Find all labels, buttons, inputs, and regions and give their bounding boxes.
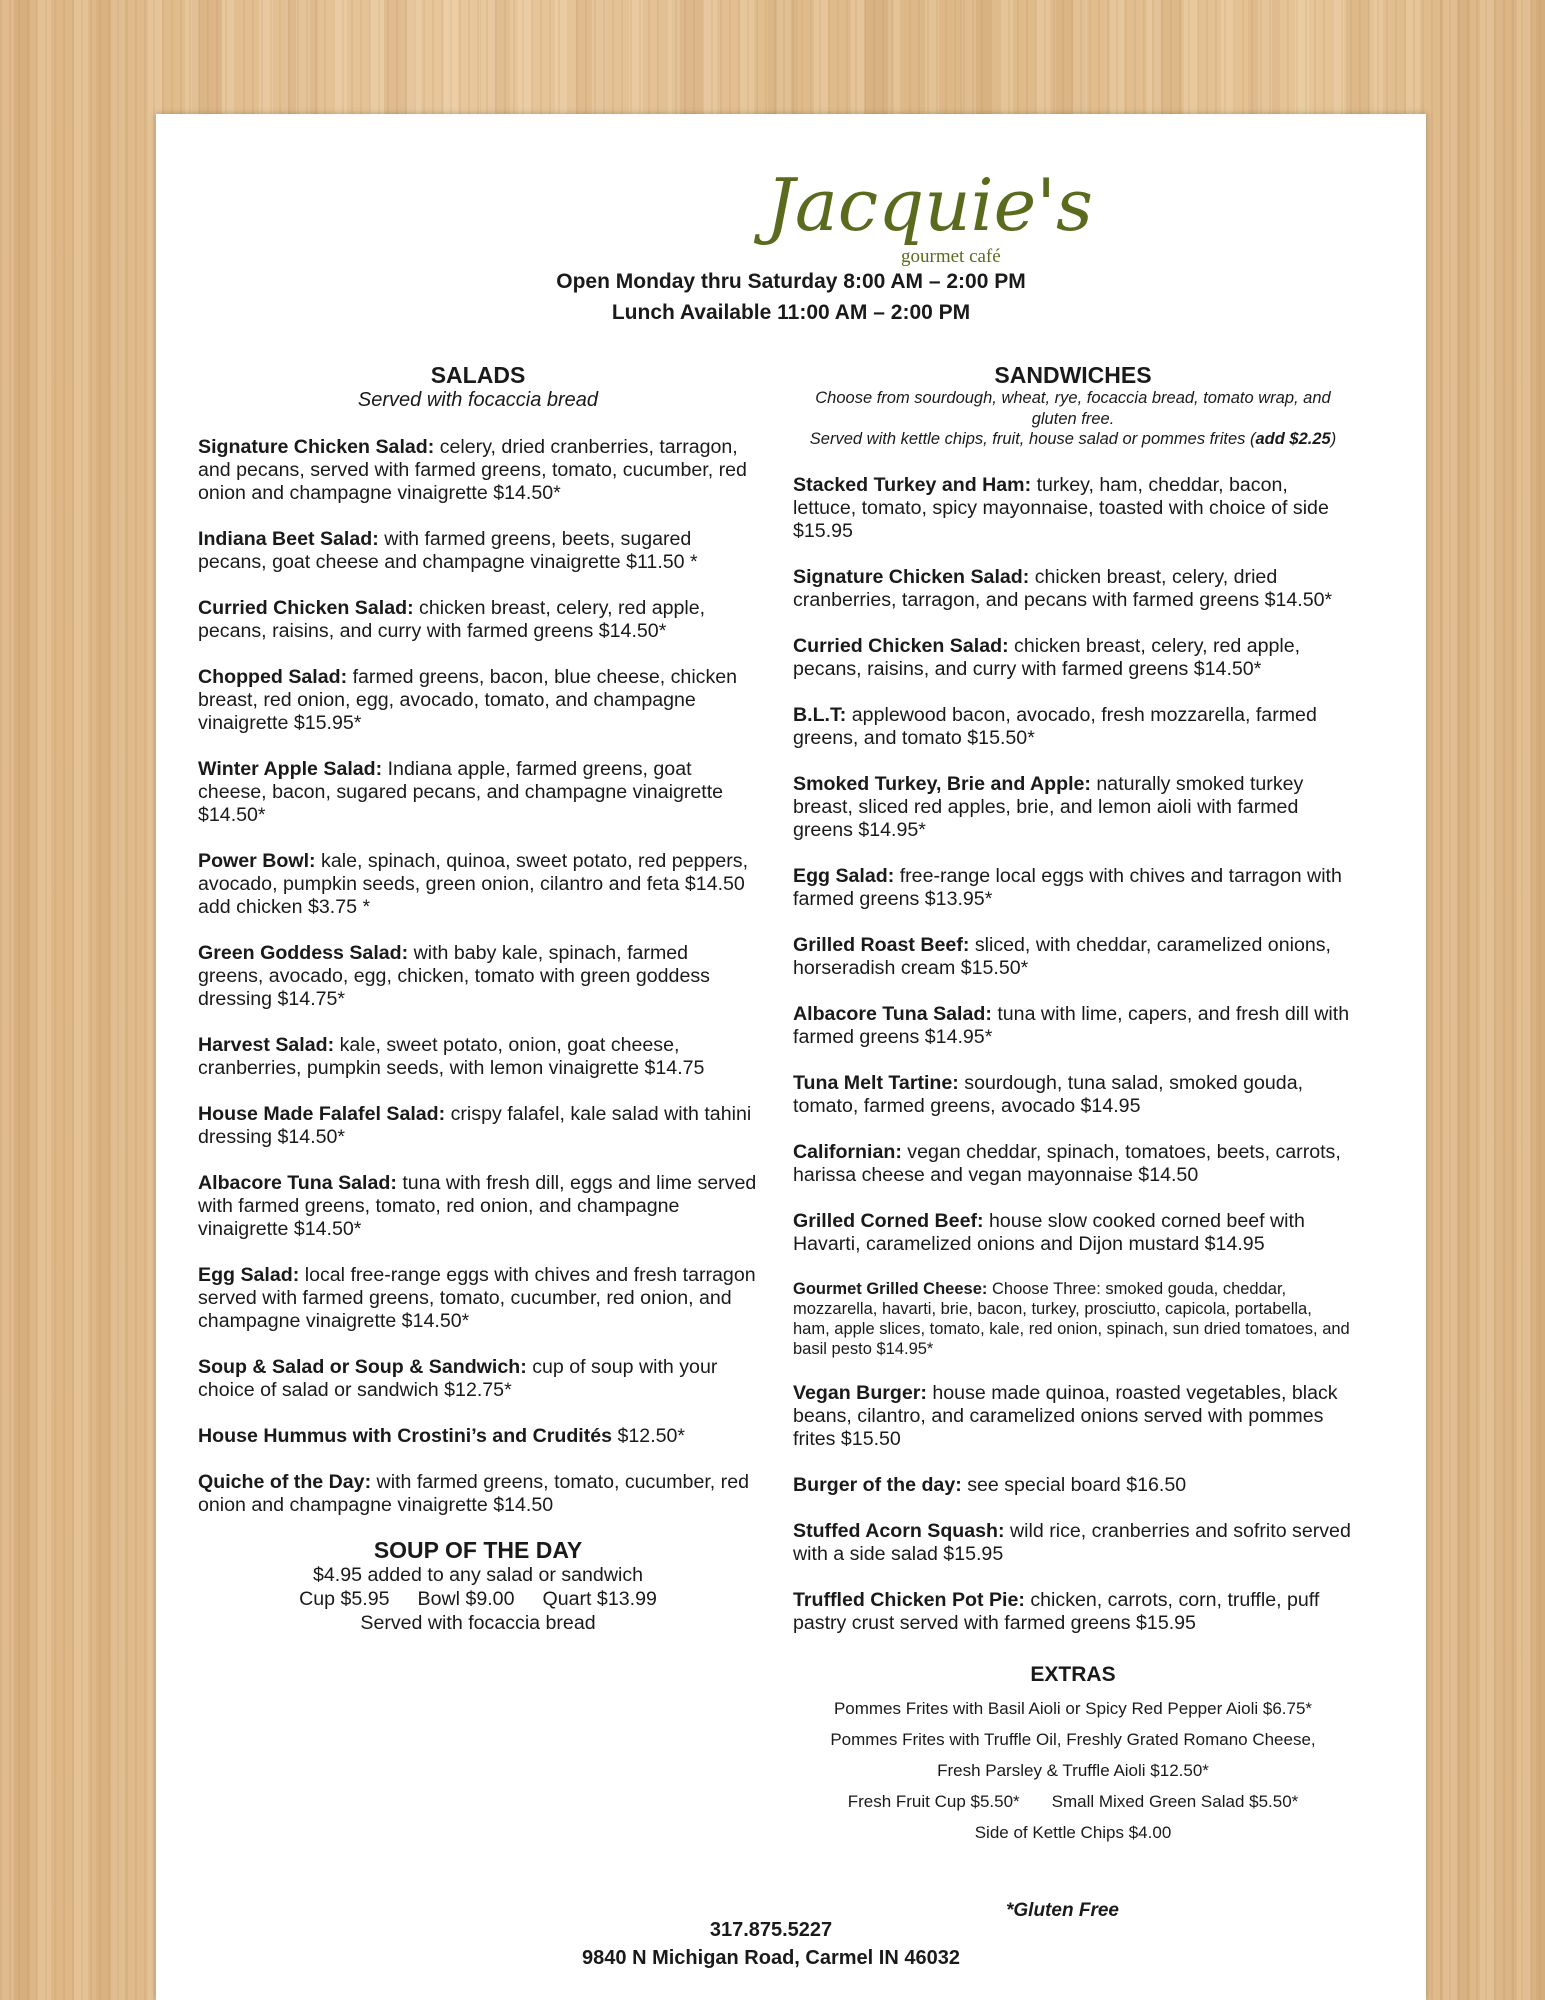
menu-item: Stacked Turkey and Ham: turkey, ham, cheddar, bacon, lettuce, tomato, spicy mayonnaise, toasted with choice of side $15.95 — [793, 473, 1329, 542]
sandwiches-list — [793, 474, 1353, 1635]
sandwiches-title: SANDWICHES — [994, 362, 1152, 388]
menu-item: House Made Falafel Salad: crispy falafel, kale salad with tahini dressing $14.50* — [198, 1103, 752, 1148]
soup-addon: $4.95 added to any salad or sandwich — [312, 1564, 644, 1586]
menu-item: Chopped Salad: farmed greens, bacon, blue cheese, chicken breast, red onion, egg, avocado, tomato, and champagne vinaigrette $15.95* — [198, 666, 738, 734]
menu-item: Soup & Salad or Soup & Sandwich: cup of soup with your choice of salad or sandwich $12.75* — [198, 1356, 718, 1401]
extras-title: EXTRAS — [1030, 1662, 1116, 1686]
salads-list — [198, 436, 758, 1517]
bread-options: Choose from sourdough, wheat, rye, focaccia bread, tomato wrap, and gluten free. — [815, 389, 1331, 428]
menu-item: Quiche of the Day: with farmed greens, tomato, cucumber, red onion and champagne vinaigrette $14.50 — [198, 1471, 750, 1516]
salads-column — [198, 362, 758, 1635]
hours-open: Open Monday thru Saturday 8:00 AM – 2:00 PM — [556, 270, 1026, 293]
soup-bowl: Bowl $9.00 — [417, 1588, 515, 1610]
menu-item: Stuffed Acorn Squash: wild rice, cranberries and sofrito served with a side salad $15.95 — [793, 1519, 1351, 1565]
extras-section — [793, 1661, 1353, 1848]
menu-item: Grilled Roast Beef: sliced, with cheddar, caramelized onions, horseradish cream $15.50* — [793, 933, 1331, 979]
brand-tagline: gourmet café — [901, 246, 1001, 267]
menu-item: Signature Chicken Salad: celery, dried cranberries, tarragon, and pecans, served with farmed greens, tomato, cucumber, red onion and champagne vinaigrette $14.50* — [198, 436, 747, 504]
menu-item: Vegan Burger: house made quinoa, roasted vegetables, black beans, cilantro, and caramelized onions served with pommes frites $15.50 — [793, 1381, 1338, 1450]
menu-item: Curried Chicken Salad: chicken breast, celery, red apple, pecans, raisins, and curry with farmed greens $14.50* — [793, 634, 1301, 680]
soup-prices — [198, 1587, 758, 1611]
menu-item: Albacore Tuna Salad: tuna with fresh dill, eggs and lime served with farmed greens, tomato, red onion, and champagne vinaigrette $14.50* — [198, 1172, 757, 1240]
menu-item: Tuna Melt Tartine: sourdough, tuna salad, smoked gouda, tomato, farmed greens, avocado $14.95 — [793, 1071, 1304, 1117]
menu-item: Burger of the day: see special board $16.50 — [793, 1473, 1187, 1496]
extras-frites: Pommes Frites with Basil Aioli or Spicy Red Pepper Aioli $6.75* — [833, 1698, 1313, 1718]
soup-title: SOUP OF THE DAY — [373, 1537, 583, 1563]
extras-fruit: Fresh Fruit Cup $5.50* — [847, 1791, 1020, 1811]
extras-truffle-frites-cont: Fresh Parsley & Truffle Aioli $12.50* — [937, 1760, 1209, 1780]
menu-item: Californian: vegan cheddar, spinach, tomatoes, beets, carrots, harissa cheese and vegan mayonnaise $14.50 — [793, 1140, 1341, 1186]
menu-page — [156, 114, 1426, 2000]
menu-item: Signature Chicken Salad: chicken breast, celery, dried cranberries, tarragon, and pecans with farmed greens $14.50* — [793, 565, 1333, 611]
extras-sides — [793, 1786, 1353, 1817]
menu-item: Green Goddess Salad: with baby kale, spinach, farmed greens, avocado, egg, chicken, tomato with green goddess dressing $14.75* — [198, 942, 710, 1010]
salads-subtitle: Served with focaccia bread — [357, 389, 599, 411]
salads-title: SALADS — [430, 362, 526, 388]
phone-number: 317.875.5227 — [709, 1919, 833, 1941]
menu-item: Power Bowl: kale, spinach, quinoa, sweet potato, red peppers, avocado, pumpkin seeds, green onion, cilantro and feta $14.50 add chicken $3.75 * — [198, 850, 749, 918]
extras-chips: Side of Kettle Chips $4.00 — [974, 1822, 1172, 1842]
soup-cup: Cup $5.95 — [299, 1588, 390, 1610]
menu-item: Winter Apple Salad: Indiana apple, farmed greens, goat cheese, bacon, sugared pecans, and champagne vinaigrette $14.50* — [198, 758, 724, 826]
gluten-free-note: *Gluten Free — [1006, 1900, 1119, 1921]
soup-quart: Quart $13.99 — [542, 1588, 657, 1610]
brand-name: Jacquie's — [766, 163, 1093, 247]
address: 9840 N Michigan Road, Carmel IN 46032 — [582, 1947, 960, 1969]
soup-section — [198, 1537, 758, 1635]
contact-info — [156, 1916, 1386, 1972]
menu-item: Smoked Turkey, Brie and Apple: naturally smoked turkey breast, sliced red apples, brie, and lemon aioli with farmed greens $14.95* — [793, 772, 1304, 841]
menu-item: Truffled Chicken Pot Pie: chicken, carrots, corn, truffle, puff pastry crust served with farmed greens $15.95 — [793, 1588, 1320, 1634]
menu-item: Grilled Corned Beef: house slow cooked corned beef with Havarti, caramelized onions and Dijon mustard $14.95 — [793, 1209, 1305, 1255]
hours-block — [156, 266, 1426, 328]
soup-note: Served with focaccia bread — [360, 1612, 596, 1634]
menu-item: Curried Chicken Salad: chicken breast, celery, red apple, pecans, raisins, and curry with farmed greens $14.50* — [198, 597, 706, 642]
menu-item: Albacore Tuna Salad: tuna with lime, capers, and fresh dill with farmed greens $14.95* — [793, 1002, 1350, 1048]
menu-item: Harvest Salad: kale, sweet potato, onion, goat cheese, cranberries, pumpkin seeds, with lemon vinaigrette $14.75 — [198, 1034, 705, 1079]
sandwiches-column — [793, 362, 1353, 1848]
menu-item: Egg Salad: free-range local eggs with chives and tarragon with farmed greens $13.95* — [793, 864, 1342, 910]
menu-item: Indiana Beet Salad: with farmed greens, beets, sugared pecans, goat cheese and champagne vinaigrette $11.50 * — [198, 528, 698, 573]
extras-truffle-frites: Pommes Frites with Truffle Oil, Freshly Grated Romano Cheese, — [830, 1729, 1316, 1749]
extras-green-salad: Small Mixed Green Salad $5.50* — [1051, 1791, 1299, 1811]
menu-item: B.L.T: applewood bacon, avocado, fresh mozzarella, farmed greens, and tomato $15.50* — [793, 703, 1317, 749]
brand-logo — [756, 144, 1093, 274]
menu-item: Egg Salad: local free-range eggs with chives and fresh tarragon served with farmed greens, tomato, cucumber, red onion, and champagne vinaigrette $14.50* — [198, 1264, 756, 1332]
sandwiches-subtitle — [793, 388, 1353, 450]
sides-options: Served with kettle chips, fruit, house salad or pommes frites (add $2.25) — [809, 430, 1337, 448]
menu-item: House Hummus with Crostini’s and Crudités $12.50* — [198, 1425, 686, 1447]
hours-lunch: Lunch Available 11:00 AM – 2:00 PM — [611, 301, 971, 324]
menu-item: Gourmet Grilled Cheese: Choose Three: smoked gouda, cheddar, mozzarella, havarti, brie, bacon, turkey, prosciutto, capicola, portabella, ham, apple slices, tomato, kale, red onion, spinach, sun dried tomatoes, and basil pesto $14.95* — [793, 1279, 1350, 1358]
